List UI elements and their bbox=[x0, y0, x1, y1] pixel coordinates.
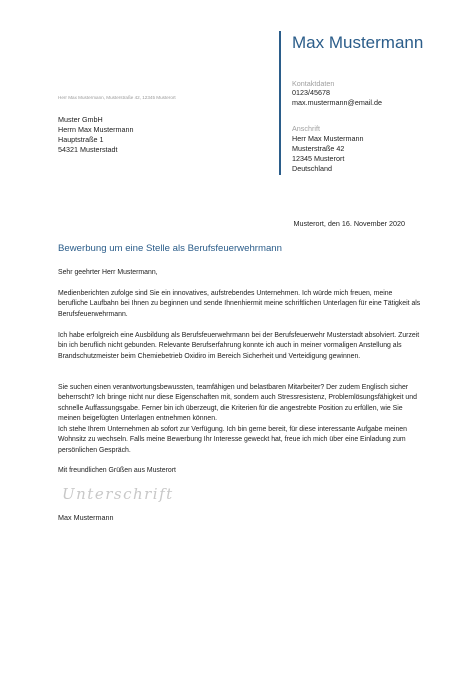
paragraph bbox=[58, 289, 423, 320]
closing bbox=[58, 466, 423, 476]
address-line: Musterstraße 42 bbox=[292, 144, 345, 153]
paragraph bbox=[58, 383, 423, 424]
paragraph-text: Sie suchen einen verantwortungsbewussten, teamfähigen und belastbaren Mitarbeiter? Der zudem Englisch sicher beherrscht? Ich bringe nicht nur diese Eigenschaften mit, sondern auch Stressresistenz, Problemlösungsfähigkeit und schnelle Auffassungsgabe. Ferner bin ich überzeugt, die Kriterien für die angestrebte Position zu erfüllen, wie Sie meinen beigefügten Unterlagen entnehmen können. bbox=[58, 384, 417, 422]
closing-text: Mit freundlichen Grüßen aus Musterort bbox=[58, 467, 176, 474]
recipient-line: Muster GmbH bbox=[58, 115, 103, 124]
address-line: Deutschland bbox=[292, 164, 332, 173]
letter-subject: Bewerbung um eine Stelle als Berufsfeuerwehrmann bbox=[58, 243, 282, 254]
sender-name-title: Max Mustermann bbox=[292, 33, 424, 52]
contact-label: Kontaktdaten bbox=[292, 79, 335, 88]
address-label: Anschrift bbox=[292, 124, 320, 133]
address-line: Herr Max Mustermann bbox=[292, 134, 364, 143]
address-block bbox=[292, 134, 364, 174]
letter-date: Musterort, den 16. November 2020 bbox=[293, 219, 405, 228]
paragraph-text: Medienberichten zufolge sind Sie ein innovatives, aufstrebendes Unternehmen. Ich würde mich freuen, meine berufliche Laufbahn bei Ihnen zu beginnen und sende Ihnenhiermit meine schriftlichen Unterlagen für eine Tätigkeit als Berufsfeuerwehrmann. bbox=[58, 290, 421, 318]
paragraph-text: Ich stehe Ihrem Unternehmen ab sofort zur Verfügung. Ich bin gerne bereit, für diese interessante Aufgabe meinen Wohnsitz zu wechseln. Falls meine Bewerbung Ihr Interesse geweckt hat, freue ich mich über eine Einladung zum persönlichen Gespräch. bbox=[58, 426, 407, 454]
signature-placeholder: Unterschrift bbox=[62, 485, 174, 503]
paragraph-text: Ich habe erfolgreich eine Ausbildung als Berufsfeuerwehrmann bei der Berufsfeuerwehr Musterstadt absolviert. Zurzeit bin ich beruflich nicht gebunden. Relevante Berufserfahrung konnte ich auch in meiner vormaligen Anstellung als Brandschutzmeister beim Chemiebetrieb Oxidiro im Bereich Sicherheit und Verteidigung gewinnen. bbox=[58, 332, 420, 360]
paragraph bbox=[58, 425, 423, 456]
paragraph bbox=[58, 331, 423, 362]
recipient-line: 54321 Musterstadt bbox=[58, 145, 118, 154]
recipient-block bbox=[58, 115, 134, 155]
sender-return-line: Herr Max Mustermann, Musterstraße 42, 12345 Musterort bbox=[58, 95, 176, 100]
signature-name: Max Mustermann bbox=[58, 513, 114, 522]
address-line: 12345 Musterort bbox=[292, 154, 345, 163]
contact-phone: 0123/45678 bbox=[292, 88, 330, 97]
salutation-text: Sehr geehrter Herr Mustermann, bbox=[58, 269, 158, 276]
contact-block bbox=[292, 88, 382, 108]
salutation bbox=[58, 268, 423, 278]
header-divider-bar bbox=[279, 31, 281, 175]
recipient-line: Hauptstraße 1 bbox=[58, 135, 104, 144]
recipient-line: Herrn Max Mustermann bbox=[58, 125, 134, 134]
contact-email: max.mustermann@email.de bbox=[292, 98, 382, 107]
